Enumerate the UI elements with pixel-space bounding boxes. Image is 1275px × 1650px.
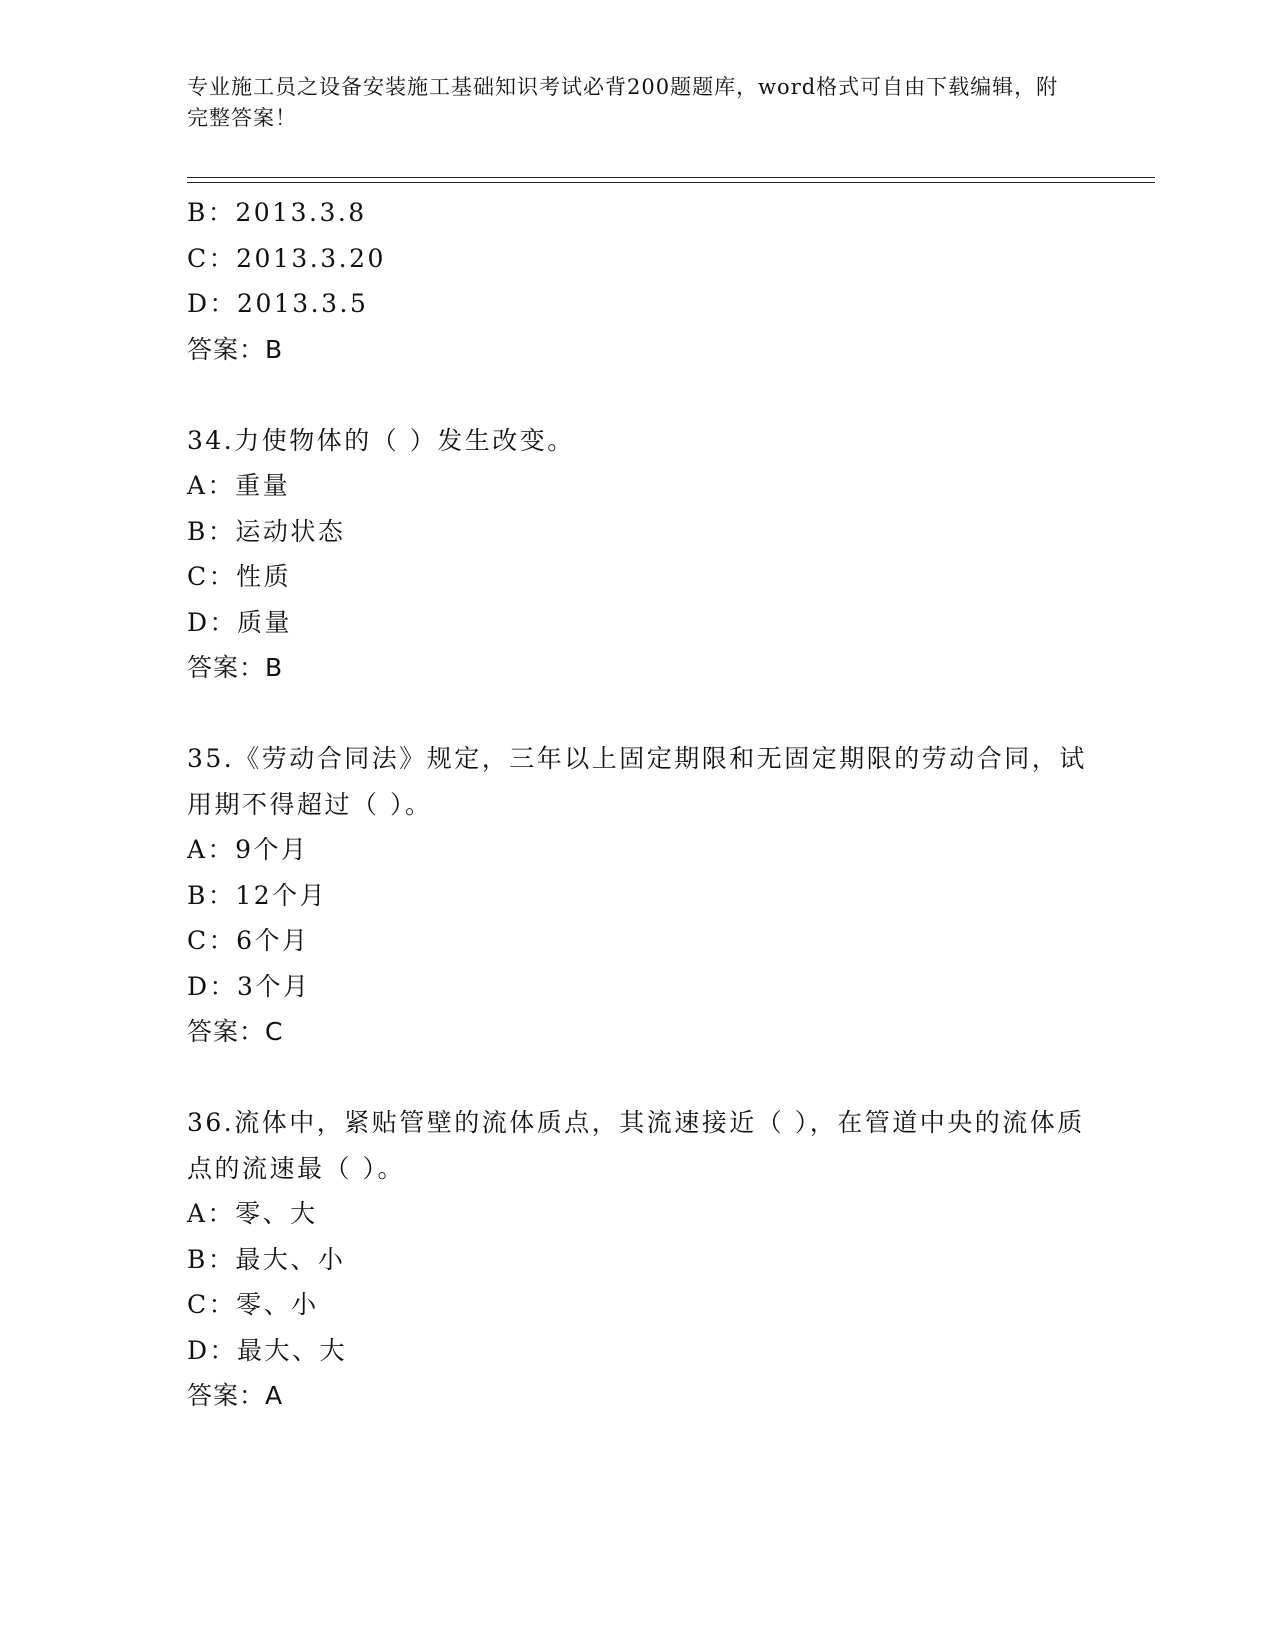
option-label: A：	[187, 835, 236, 864]
option-label: B：	[187, 1244, 236, 1274]
option-b	[187, 873, 1087, 919]
option-label: C：	[187, 243, 237, 273]
option-b	[187, 509, 1087, 555]
answer-line: 答案：B	[187, 653, 284, 682]
option-label: A：	[187, 471, 236, 500]
option-c	[187, 1282, 1087, 1328]
option-c	[187, 236, 1087, 282]
option-text: 重量	[235, 471, 291, 500]
option-text: 最大、小	[235, 1244, 346, 1274]
document-header	[187, 72, 1067, 134]
option-label: D：	[187, 1335, 238, 1365]
option-d	[187, 1328, 1087, 1374]
option-label: B：	[187, 198, 236, 227]
option-b	[187, 190, 1087, 236]
option-label: B：	[187, 516, 236, 546]
option-d	[187, 600, 1087, 646]
question-block-33	[187, 190, 1087, 372]
question-block-35	[187, 736, 1087, 1055]
option-label: D：	[187, 289, 238, 318]
option-text: 最大、大	[237, 1335, 348, 1365]
spacer	[187, 372, 1087, 418]
question-stem: 36.流体中，紧贴管壁的流体质点，其流速接近（ ），在管道中央的流体质点的流速最（ ）。	[187, 1108, 1085, 1183]
question-block-36	[187, 1100, 1087, 1419]
question-list	[187, 190, 1087, 1419]
option-label: C：	[187, 1290, 237, 1319]
option-a	[187, 1191, 1087, 1237]
option-d	[187, 281, 1087, 327]
question-stem: 35.《劳动合同法》规定，三年以上固定期限和无固定期限的劳动合同，试用期不得超过（ ）。	[187, 744, 1087, 819]
option-text: 零、小	[236, 1290, 319, 1319]
question-stem: 34.力使物体的（ ）发生改变。	[187, 425, 575, 455]
option-d	[187, 964, 1087, 1010]
option-text: 6个月	[236, 926, 310, 955]
option-text: 3个月	[237, 971, 311, 1001]
header-title: 专业施工员之设备安装施工基础知识考试必背200题题库，word格式可自由下载编辑，附完整答案！	[187, 75, 1059, 130]
option-text: 2013.3.8	[235, 198, 367, 227]
option-text: 性质	[236, 562, 292, 591]
answer-line: 答案：A	[187, 1381, 284, 1410]
answer-line: 答案：B	[187, 334, 284, 364]
option-label: C：	[187, 926, 237, 955]
option-label: A：	[187, 1199, 236, 1228]
option-a	[187, 827, 1087, 873]
option-a	[187, 463, 1087, 509]
header-divider	[187, 177, 1155, 178]
option-label: D：	[187, 607, 238, 637]
spacer	[187, 1055, 1087, 1101]
header-divider-secondary	[187, 182, 1155, 183]
option-label: D：	[187, 971, 238, 1001]
option-text: 零、大	[235, 1199, 318, 1228]
option-text: 12个月	[235, 880, 328, 910]
option-text: 2013.3.5	[237, 289, 369, 318]
option-c	[187, 918, 1087, 964]
spacer	[187, 691, 1087, 737]
option-text: 运动状态	[235, 516, 346, 546]
option-label: C：	[187, 562, 237, 591]
option-label: B：	[187, 880, 236, 910]
option-text: 9个月	[235, 835, 309, 864]
option-c	[187, 554, 1087, 600]
option-text: 2013.3.20	[236, 243, 386, 273]
option-text: 质量	[237, 607, 293, 637]
question-block-34	[187, 418, 1087, 691]
option-b	[187, 1237, 1087, 1283]
answer-line: 答案：C	[187, 1017, 284, 1046]
